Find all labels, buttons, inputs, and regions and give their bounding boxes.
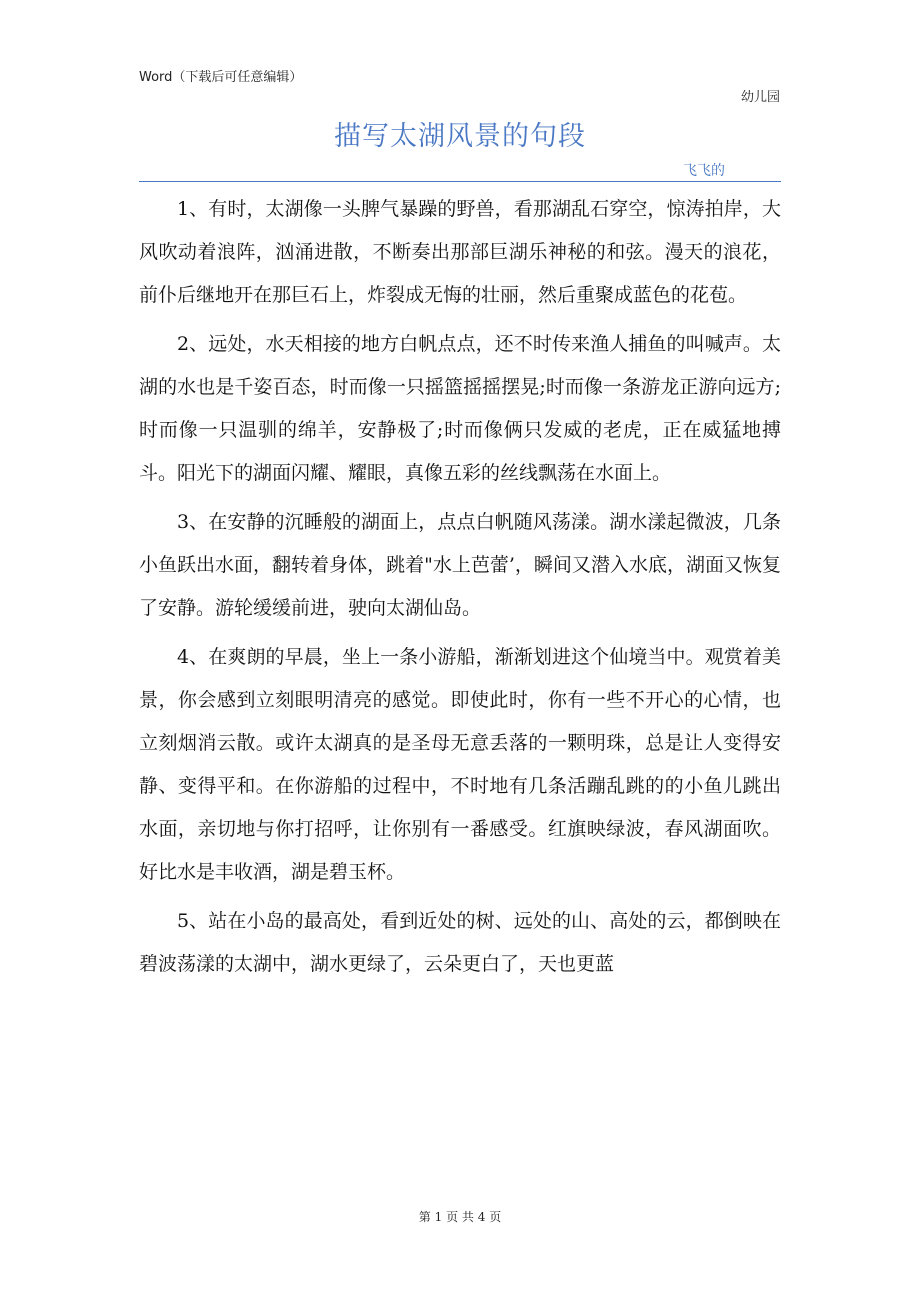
document-author: 飞飞的 <box>683 163 725 179</box>
page-number: 1 <box>434 1210 443 1224</box>
paragraph-1: 1、有时，太湖像一头脾气暴躁的野兽，看那湖乱石穿空，惊涛拍岸，大风吹动着浪阵，汹涌进散，不断奏出那部巨湖乐神秘的和弦。漫天的浪花，前仆后继地开在那巨石上，炸裂成无悔的壮丽，然后重聚成蓝色的花苞。 <box>139 198 781 306</box>
footer-prefix: 第 <box>418 1210 431 1224</box>
paragraph-5: 5、站在小岛的最高处，看到近处的树、远处的山、高处的云，都倒映在碧波荡漾的太湖中，湖水更绿了，云朵更白了，天也更蓝 <box>139 910 781 975</box>
document-body <box>139 188 781 992</box>
paragraph-3: 3、在安静的沉睡般的湖面上，点点白帆随风荡漾。湖水漾起微波，几条小鱼跃出水面，翻转着身体，跳着"水上芭蕾’，瞬间又潜入水底，湖面又恢复了安静。游轮缓缓前进，驶向太湖仙岛。 <box>139 511 781 619</box>
document-title: 描写太湖风景的句段 <box>334 121 586 152</box>
paragraph-2: 2、远处，水天相接的地方白帆点点，还不时传来渔人捕鱼的叫喊声。太湖的水也是千姿百态，时而像一只摇篮摇摇摆晃;时而像一条游龙正游向远方;时而像一只温驯的绵羊，安静极了;时而像俩只发威的老虎，正在威猛地搏斗。阳光下的湖面闪耀、耀眼，真像五彩的丝线飘荡在水面上。 <box>139 333 781 484</box>
title-divider <box>139 181 781 182</box>
footer-mid: 页 共 <box>446 1210 474 1224</box>
total-pages: 4 <box>477 1210 486 1224</box>
paragraph-4: 4、在爽朗的早晨，坐上一条小游船，渐渐划进这个仙境当中。观赏着美景，你会感到立刻眼明清亮的感觉。即使此时，你有一些不开心的心情，也立刻烟消云散。或许太湖真的是圣母无意丢落的一颗明珠，总是让人变得安静、变得平和。在你游船的过程中，不时地有几条活蹦乱跳的的小鱼儿跳出水面，亲切地与你打招呼，让你别有一番感受。红旗映绿波，春风湖面吹。好比水是丰收酒，湖是碧玉杯。 <box>139 646 781 883</box>
header-category: 幼儿园 <box>740 90 780 105</box>
footer-suffix: 页 <box>489 1210 502 1224</box>
page-footer <box>0 1208 920 1225</box>
header-download-note: Word（下载后可任意编辑） <box>139 70 303 85</box>
